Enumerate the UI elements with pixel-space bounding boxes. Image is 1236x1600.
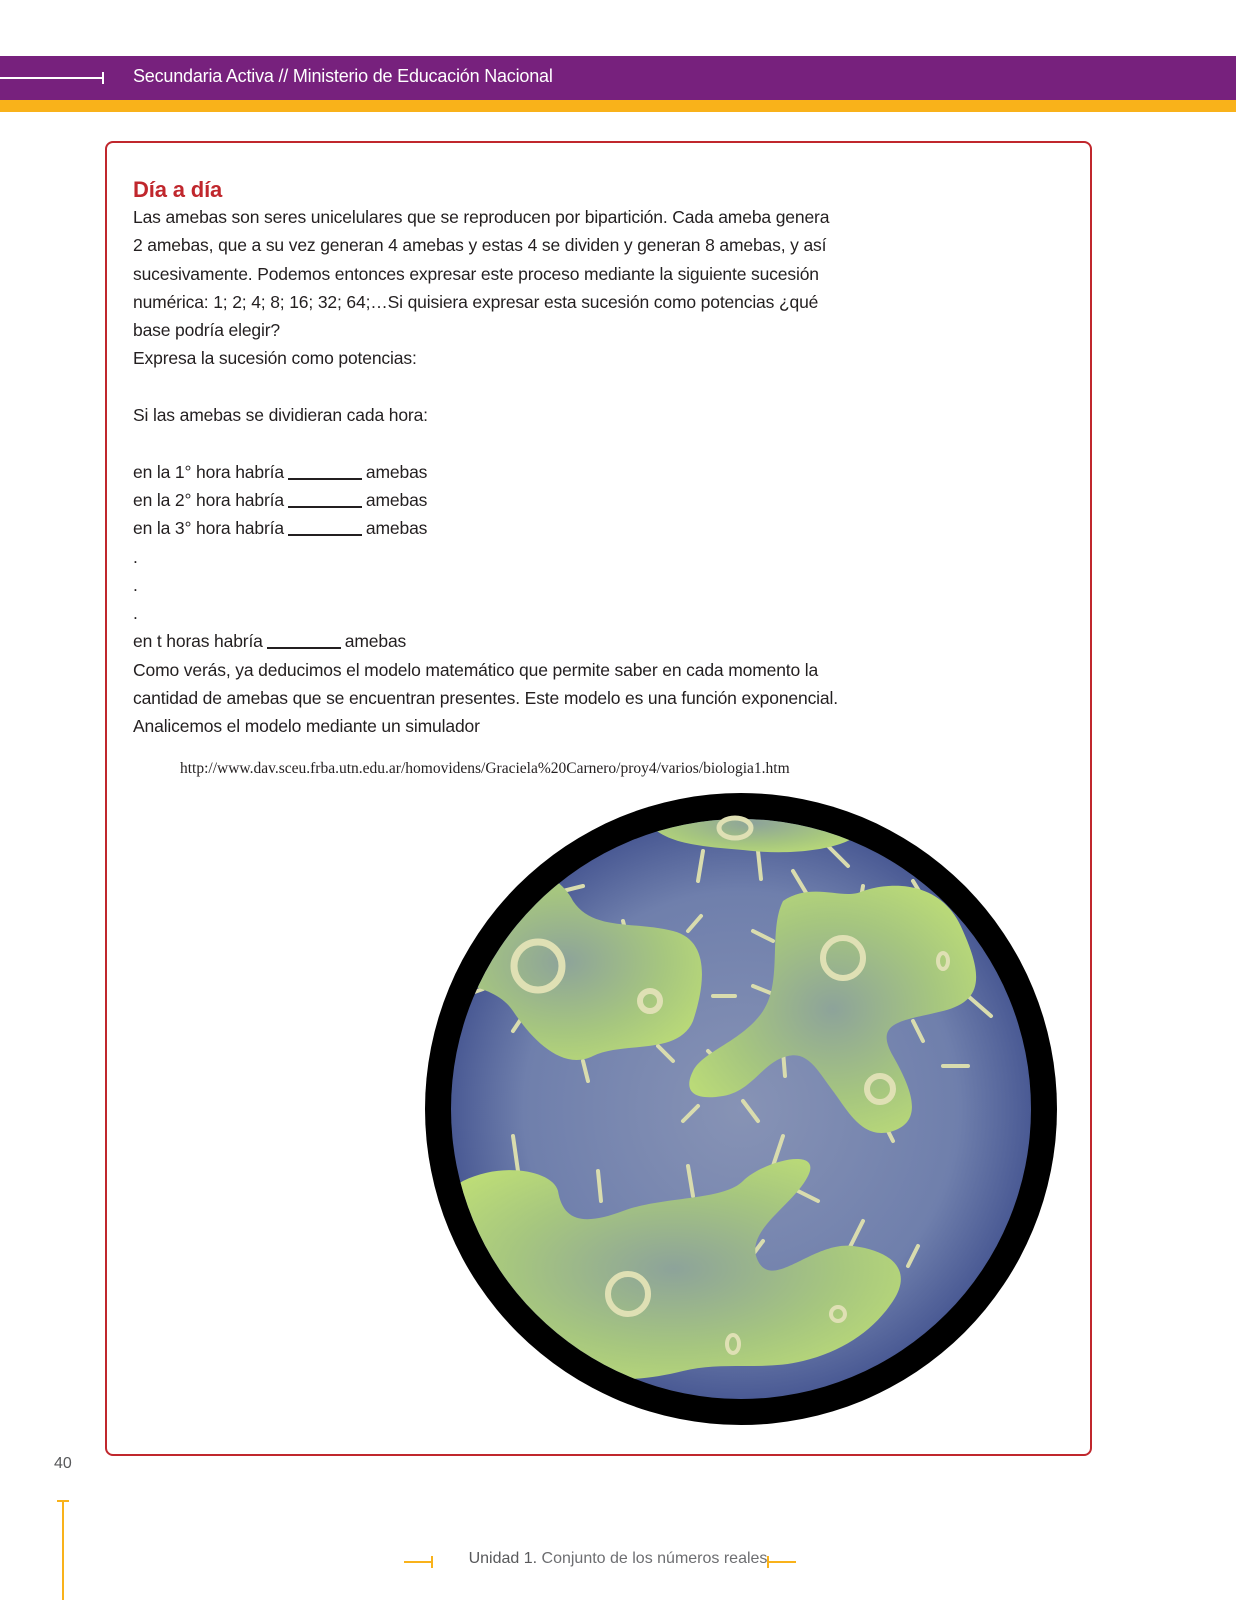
intro-line: sucesivamente. Podemos entonces expresar este proceso mediante la siguiente sucesión [133,263,819,284]
activity-title: Día a día [133,177,223,202]
activity-content [133,175,853,741]
page-number: 40 [54,1455,72,1472]
hour-line-label: en la 1° hora habría [133,461,284,482]
intro-line: numérica: 1; 2; 4; 8; 16; 32; 64;…Si quisiera expresar esta sucesión como potencias ¿qué [133,291,819,312]
ellipsis-dot: . [133,546,138,567]
answer-blank[interactable] [288,506,362,508]
intro-line: 2 amebas, que a su vez generan 4 amebas y estas 4 se dividen y generan 8 amebas, y así [133,235,827,256]
division-intro: Si las amebas se dividieran cada hora: [133,405,428,426]
hour-line [133,514,853,542]
footer-title: Conjunto de los números reales [541,1550,768,1567]
intro-line: Las amebas son seres unicelulares que se reproducen por bipartición. Cada ameba genera [133,207,830,227]
header-title: Secundaria Activa // Ministerio de Educación Nacional [133,66,553,86]
hour-line [133,486,853,514]
simulator-link[interactable]: http://www.dav.sceu.frba.utn.edu.ar/homovidens/Graciela%20Carnero/proy4/varios/biologia1.htm [180,760,790,777]
hour-line-label: en la 2° hora habría [133,489,284,510]
footer-unit: Unidad 1. [468,1550,538,1567]
ellipsis-dot: . [133,574,138,595]
header-decor-tick [102,72,104,84]
margin-decor-tick [57,1500,69,1502]
intro-line: base podría elegir? [133,320,280,341]
hour-line-label: en la 3° hora habría [133,518,284,539]
t-hours-unit: amebas [344,631,407,652]
footer-decor-right [768,1561,796,1563]
ellipsis-dot: . [133,603,138,624]
conclusion-line: Como verás, ya deducimos el modelo matemático que permite saber en cada momento la [133,659,819,680]
conclusion-line: cantidad de amebas que se encuentran presentes. Este modelo es una función exponencial. [133,688,838,709]
t-hours-line [133,627,853,655]
hour-line-unit: amebas [365,518,428,539]
footer [0,1550,1236,1568]
header-stripe [0,100,1236,112]
intro-line: Expresa la sucesión como potencias: [133,348,417,369]
answer-blank[interactable] [288,534,362,536]
hour-line-unit: amebas [365,461,428,482]
hour-line-unit: amebas [365,489,428,510]
footer-decor-right-tick [767,1556,769,1568]
answer-blank[interactable] [267,647,341,649]
header-decor-line [0,77,103,79]
conclusion-line: Analicemos el modelo mediante un simulador [133,716,480,737]
t-hours-label: en t horas habría [133,631,263,652]
hour-line [133,458,853,486]
answer-blank[interactable] [288,478,362,480]
microscope-amoeba-illustration [423,791,1059,1427]
